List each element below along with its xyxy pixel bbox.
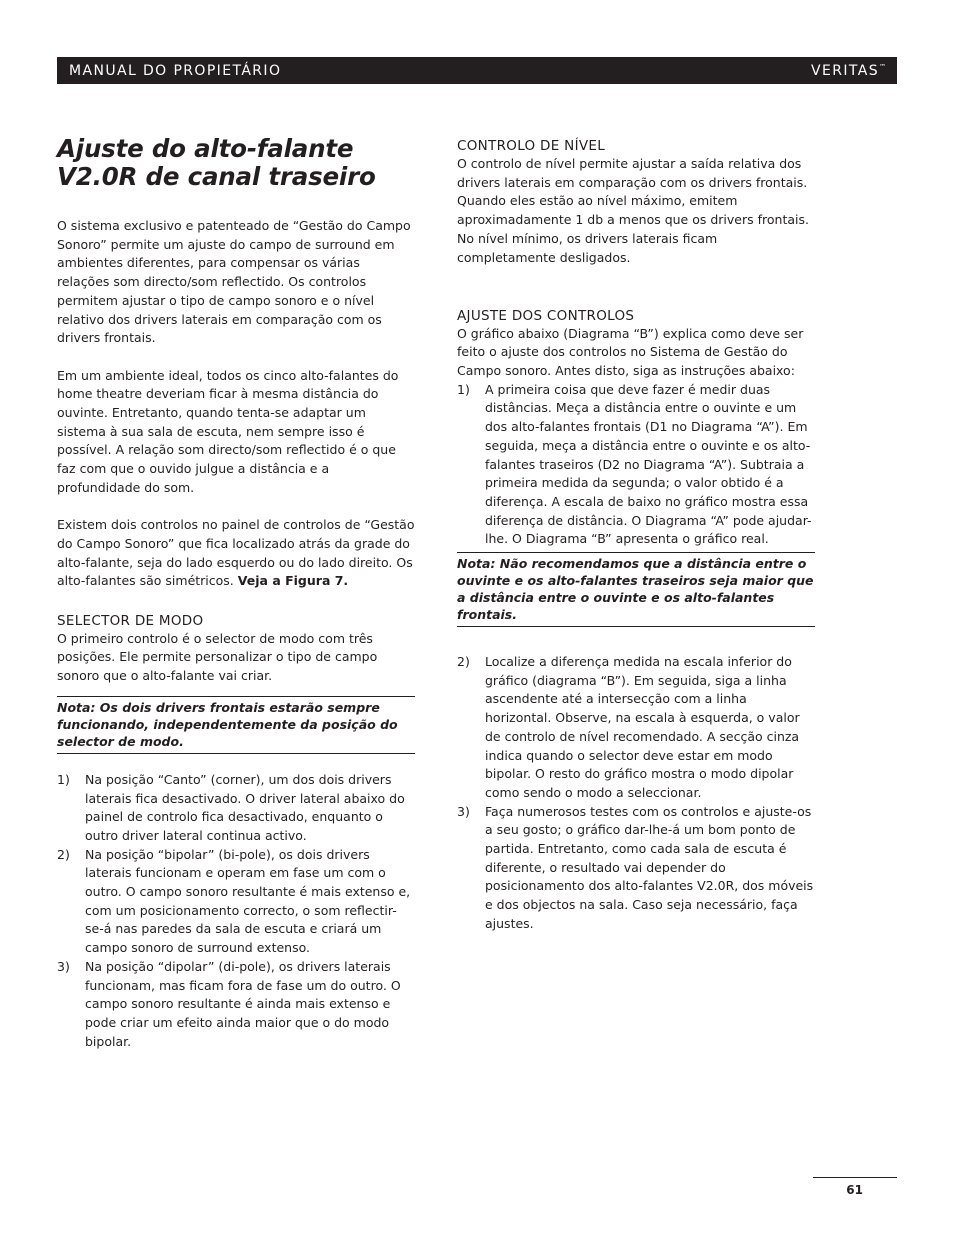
right-column	[457, 135, 815, 934]
item-text: Faça numerosos testes com os controlos e ajuste-os a seu gosto; o gráfico dar-lhe-á um bom ponto de partida. Entretanto, como cada sala de escuta é diferente, o resultado vai depender do posicionamento dos alto-falantes V2.0R, dos móveis e dos objectos na sala. Caso seja necessário, faça ajustes.	[485, 803, 814, 931]
list-item	[457, 803, 815, 934]
item-text: Na posição “dipolar” (di-pole), os drivers laterais funcionam, mas ficam fora de fase um do outro. O campo sonoro resultante é ainda mais extenso e pode criar um efeito ainda maior que o do modo bipolar.	[85, 958, 401, 1049]
page-title	[57, 135, 415, 191]
list-item	[57, 958, 415, 1052]
mode-list	[57, 771, 415, 1052]
ideal-room-paragraph: Em um ambiente ideal, todos os cinco alto-falantes do home theatre deveriam ficar à mesma distância do ouvinte. Entretanto, quando tenta-se adaptar um sistema à sua sala de escuta, nem sempre isso é possível. A relação som directo/som reflectido é o que faz com que o ouvido julgue a distância e a profundidade do som.	[57, 367, 399, 495]
item-text: A primeira coisa que deve fazer é medir duas distâncias. Meça a distância entre o ouvinte e um dos alto-falantes frontais (D1 no Diagrama “A”). Em seguida, meça a distância entre o ouvinte e os alto-falantes traseiros (D2 no Diagrama “A”). Subtraia a primeira medida da segunda; o valor obtido é a diferença. A escala de baixo no gráfico mostra essa diferença de distância. O Diagrama “A” pode ajudar-lhe. O Diagrama “B” apresenta o gráfico real.	[485, 381, 812, 547]
controls-paragraph	[57, 516, 415, 591]
brand-name	[811, 63, 886, 79]
figure-reference: Veja a Figura 7.	[237, 573, 349, 589]
footer-divider	[813, 1177, 897, 1178]
item-text: Na posição “bipolar” (bi-pole), os dois drivers laterais funcionam e operam em fase um com o outro. O campo sonoro resultante é mais extenso e, com um posicionamento correcto, o som reflectir-se-á nas paredes da sala de escuta e criará um campo sonoro de surround extenso.	[85, 846, 411, 956]
adjust-list-rest	[457, 653, 815, 934]
list-item	[457, 653, 815, 803]
manual-title: MANUAL DO PROPIETÁRIO	[69, 62, 282, 79]
title-line-1: Ajuste do alto-falante	[57, 134, 354, 163]
level-control-heading: CONTROLO DE NÍVEL	[457, 138, 606, 154]
item-number: 1)	[57, 771, 70, 787]
mode-selector-heading: SELECTOR DE MODO	[57, 612, 204, 629]
adjust-list-first	[457, 381, 815, 549]
item-text: Localize a diferença medida na escala inferior do gráfico (diagrama “B”). Em seguida, siga a linha ascendente até a intersecção com a linha horizontal. Observe, na escala à esquerda, o valor de controlo de nível recomendado. A secção cinza indica quando o selector deve estar em modo bipolar. O resto do gráfico mostra o modo dipolar como sendo o modo a seleccionar.	[485, 654, 800, 800]
list-item	[457, 381, 815, 549]
left-column	[57, 135, 415, 1051]
item-text: Na posição “Canto” (corner), um dos dois drivers laterais fica desactivado. O driver lateral abaixo do painel de controlo fica desactivado, enquanto o outro driver lateral continua activo.	[85, 771, 405, 843]
title-line-2: V2.0R de canal traseiro	[57, 162, 376, 191]
trademark-mark: ™	[879, 62, 886, 71]
page-header	[57, 57, 897, 84]
mode-selector-text: O primeiro controlo é o selector de modo com três posições. Ele permite personalizar o tipo de campo sonoro que o alto-falante vai criar.	[57, 630, 378, 684]
item-number: 3)	[57, 958, 70, 974]
controls-text: Existem dois controlos no painel de controlos de “Gestão do Campo Sonoro” que fica localizado atrás da grade do alto-falante, seja do lado esquerdo ou do lado direito. Os alto-falantes são simétricos.	[57, 517, 415, 589]
item-number: 3)	[457, 803, 470, 819]
distance-note: Nota: Não recomendamos que a distância entre o ouvinte e os alto-falantes traseiros seja maior que a distância entre o ouvinte e os alto-falantes frontais.	[457, 552, 815, 627]
mode-note: Nota: Os dois drivers frontais estarão sempre funcionando, independentemente da posição do selector de modo.	[57, 696, 415, 754]
list-item	[57, 846, 415, 958]
intro-paragraph: O sistema exclusivo e patenteado de “Gestão do Campo Sonoro” permite um ajuste do campo de surround em ambientes diferentes, para compensar os várias relações som directo/som reflectido. Os controlos permitem ajustar o tipo de campo sonoro e o nível relativo dos drivers laterais em comparação com os drivers frontais.	[57, 218, 411, 346]
brand-text: VERITAS	[810, 62, 879, 79]
page-number: 61	[846, 1183, 863, 1197]
adjust-controls-heading: AJUSTE DOS CONTROLOS	[457, 307, 635, 324]
adjust-controls-text: O gráfico abaixo (Diagrama “B”) explica como deve ser feito o ajuste dos controlos no Sistema de Gestão do Campo sonoro. Antes disto, siga as instruções abaixo:	[457, 325, 804, 378]
level-control-text: O controlo de nível permite ajustar a saída relativa dos drivers laterais em comparação com os drivers frontais. Quando eles estão ao nível máximo, emitem aproximadamente 1 db a menos que os drivers frontais. No nível mínimo, os drivers laterais ficam completamente desligados.	[457, 156, 809, 265]
item-number: 2)	[457, 654, 470, 670]
item-number: 2)	[57, 846, 70, 862]
item-number: 1)	[457, 381, 470, 397]
list-item	[57, 771, 415, 846]
